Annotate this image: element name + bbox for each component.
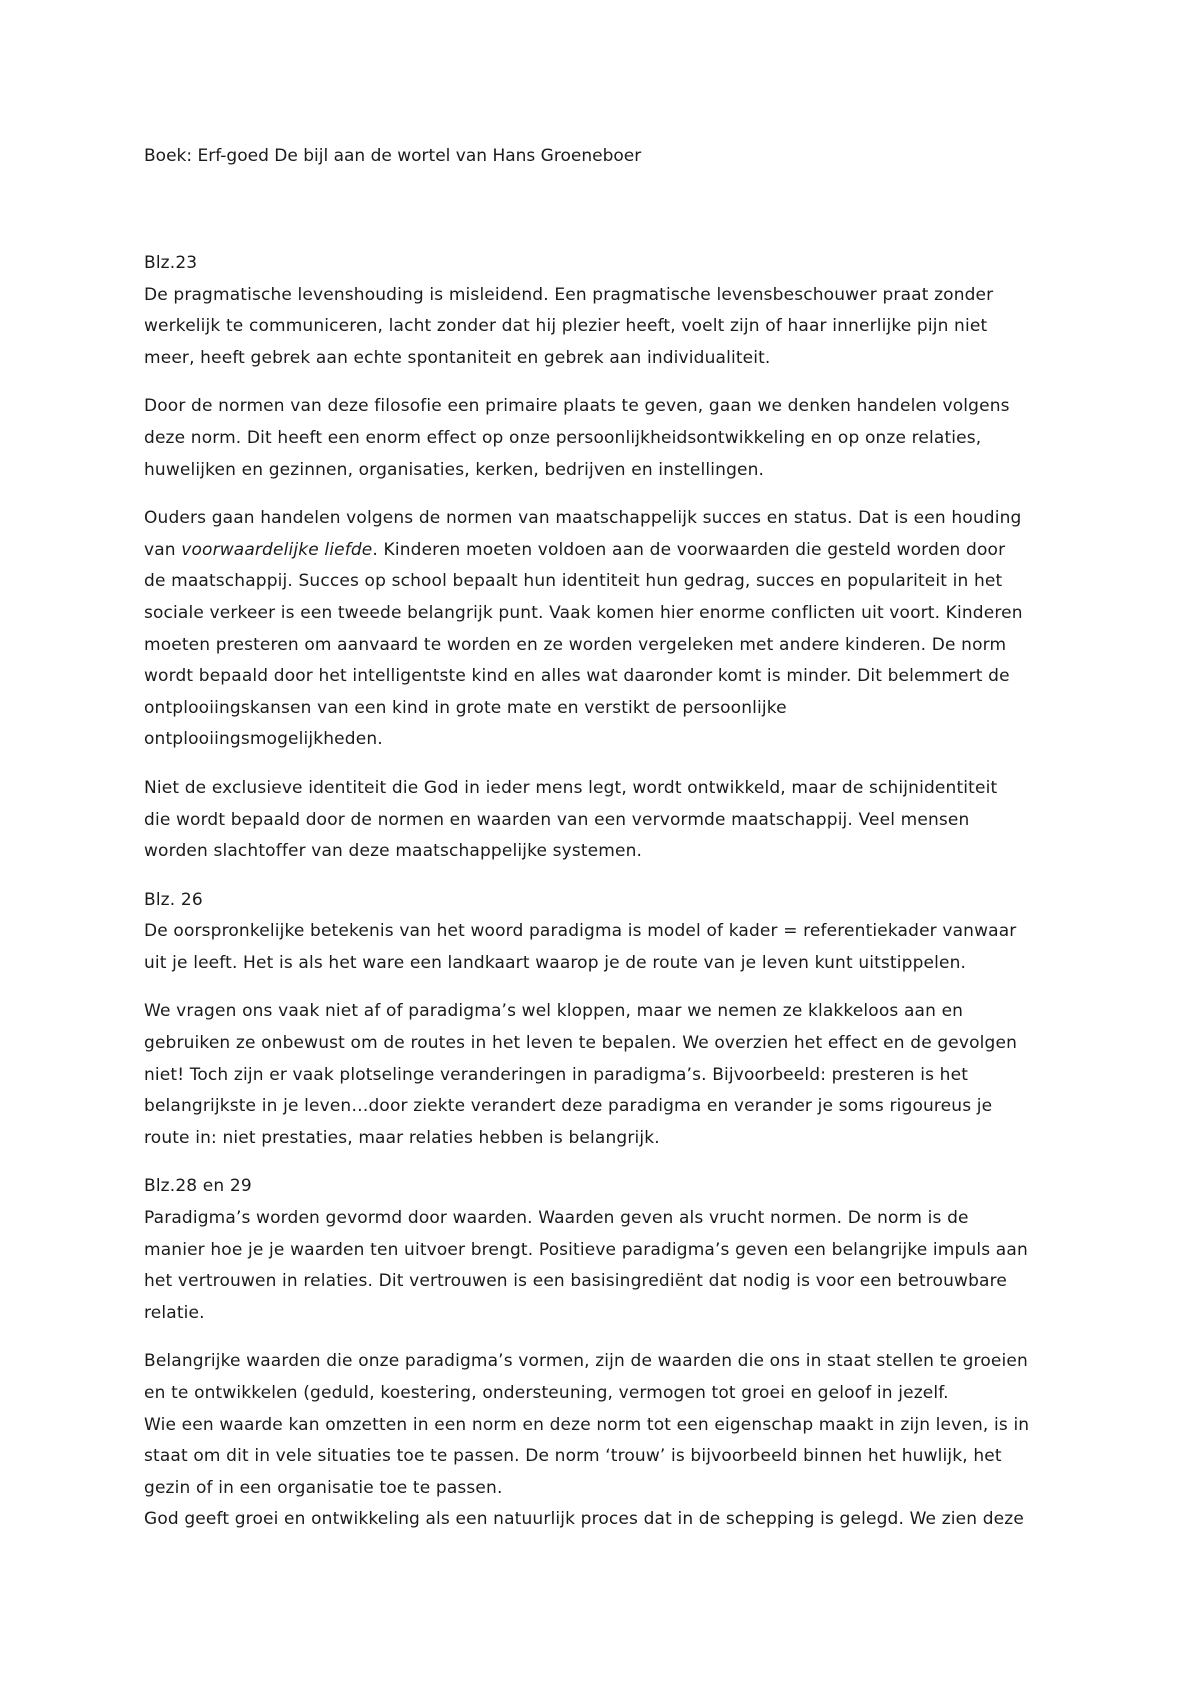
paragraph-line: die wordt bepaald door de normen en waarden van een vervormde maatschappij. Veel mensen: [144, 809, 970, 830]
paragraph-line: moeten presteren om aanvaard te worden en ze worden vergeleken met andere kinderen. De norm: [144, 634, 1007, 655]
paragraph-line: Wie een waarde kan omzetten in een norm en deze norm tot een eigenschap maakt in zijn leven, is in: [144, 1414, 1030, 1435]
paragraph: [144, 391, 1064, 486]
italic-phrase: voorwaardelijke liefde: [181, 539, 373, 560]
document-title: Boek: Erf-goed De bijl aan de wortel van Hans Groeneboer: [144, 146, 642, 166]
paragraph-line: belangrijkste in je leven…door ziekte verandert deze paradigma en verander je soms rigoureus je: [144, 1096, 993, 1117]
paragraph-line: ontplooiingsmogelijkheden.: [144, 729, 383, 750]
paragraph-line: God geeft groei en ontwikkeling als een natuurlijk proces dat in de schepping is gelegd. We zien deze: [144, 1509, 1024, 1530]
paragraph-line: relatie.: [144, 1302, 205, 1323]
paragraph-line: Niet de exclusieve identiteit die God in ieder mens legt, wordt ontwikkeld, maar de schijnidentiteit: [144, 777, 998, 798]
paragraph-line: wordt bepaald door het intelligentste kind en alles wat daaronder komt is minder. Dit belemmert de: [144, 666, 1010, 687]
paragraph-line: We vragen ons vaak niet af of paradigma’s wel kloppen, maar we nemen ze klakkeloos aan en: [144, 1001, 964, 1022]
paragraph-line: Belangrijke waarden die onze paradigma’s vormen, zijn de waarden die ons in staat stellen te groeien: [144, 1351, 1028, 1372]
paragraph: [144, 996, 1064, 1154]
paragraph-line: het vertrouwen in relaties. Dit vertrouwen is een basisingrediënt dat nodig is voor een betrouwbare: [144, 1271, 1007, 1292]
section-heading: [144, 885, 1064, 917]
paragraph: [144, 773, 1064, 868]
paragraph-line: De pragmatische levenshouding is misleidend. Een pragmatische levensbeschouwer praat zonder: [144, 284, 994, 305]
paragraph-line: Ouders gaan handelen volgens de normen van maatschappelijk succes en status. Dat is een houding: [144, 508, 1022, 529]
paragraph-line: meer, heeft gebrek aan echte spontaniteit en gebrek aan individualiteit.: [144, 347, 771, 368]
paragraph-line: worden slachtoffer van deze maatschappelijke systemen.: [144, 841, 643, 862]
paragraph-line: de maatschappij. Succes op school bepaalt hun identiteit hun gedrag, succes en populariteit in het: [144, 571, 1003, 592]
paragraph: [144, 280, 1064, 375]
paragraph-line: gezin of in een organisatie toe te passen.: [144, 1477, 503, 1498]
paragraph-line: werkelijk te communiceren, lacht zonder dat hij plezier heeft, voelt zijn of haar innerlijke pijn niet: [144, 316, 988, 337]
paragraph-line: route in: niet prestaties, maar relaties hebben is belangrijk.: [144, 1127, 660, 1148]
paragraph-line: manier hoe je je waarden ten uitvoer brengt. Positieve paradigma’s geven een belangrijke impuls aan: [144, 1239, 1028, 1260]
section-heading: [144, 1171, 1064, 1203]
paragraph: [144, 503, 1064, 756]
paragraph-line: ontplooiingskansen van een kind in grote mate en verstikt de persoonlijke: [144, 697, 787, 718]
paragraph-line: huwelijken en gezinnen, organisaties, kerken, bedrijven en instellingen.: [144, 459, 765, 480]
paragraph-line: gebruiken ze onbewust om de routes in het leven te bepalen. We overzien het effect en de gevolgen: [144, 1033, 1018, 1054]
section-heading-text: Blz.28 en 29: [144, 1176, 252, 1197]
document-body: [144, 248, 1064, 1536]
paragraph: [144, 916, 1064, 979]
paragraph-line: sociale verkeer is een tweede belangrijk punt. Vaak komen hier enorme conflicten uit voort. Kinderen: [144, 602, 1023, 623]
paragraph-line: Paradigma’s worden gevormd door waarden. Waarden geven als vrucht normen. De norm is de: [144, 1208, 969, 1229]
paragraph-line: deze norm. Dit heeft een enorm effect op onze persoonlijkheidsontwikkeling en op onze relaties,: [144, 427, 982, 448]
section-heading-text: Blz. 26: [144, 889, 203, 910]
paragraph-line: Door de normen van deze filosofie een primaire plaats te geven, gaan we denken handelen volgens: [144, 396, 1010, 417]
paragraph-line: De oorspronkelijke betekenis van het woord paradigma is model of kader = referentiekader vanwaar: [144, 921, 1017, 942]
text-run: . Kinderen moeten voldoen aan de voorwaarden die gesteld worden door: [372, 539, 1006, 560]
paragraph: [144, 1346, 1064, 1536]
paragraph-line: uit je leeft. Het is als het ware een landkaart waarop je de route van je leven kunt uitstippelen.: [144, 952, 967, 973]
paragraph-line: niet! Toch zijn er vaak plotselinge veranderingen in paradigma’s. Bijvoorbeeld: presteren is het: [144, 1064, 969, 1085]
paragraph: [144, 1203, 1064, 1329]
paragraph-line: en te ontwikkelen (geduld, koestering, ondersteuning, vermogen tot groei en geloof in jezelf.: [144, 1383, 949, 1403]
section-heading-text: Blz.23: [144, 253, 198, 273]
section-heading: [144, 248, 1064, 280]
text-run: van: [144, 539, 182, 560]
paragraph-line: staat om dit in vele situaties toe te passen. De norm ‘trouw’ is bijvoorbeeld binnen het huwlijk, het: [144, 1446, 1002, 1467]
paragraph-line: [144, 535, 1064, 567]
